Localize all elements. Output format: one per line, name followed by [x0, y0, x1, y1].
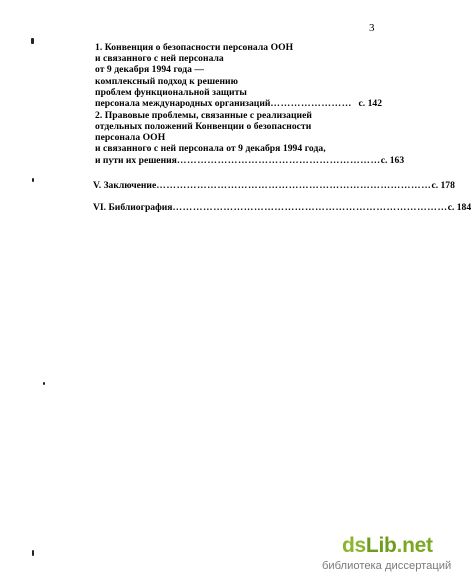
toc-bibliography-page: с. 184	[447, 202, 471, 213]
toc-item1-line4: комплексный подход к решению	[95, 76, 238, 87]
toc-item2-line3: персонала ООН	[95, 132, 166, 143]
toc-item1-page: с. 142	[358, 98, 382, 109]
toc-conclusion-label: V. Заключение	[93, 180, 157, 191]
logo-part-ds: ds	[342, 534, 366, 557]
toc-conclusion-entry	[93, 180, 455, 191]
toc-item1-line5: проблем функциональной защиты	[95, 87, 247, 98]
scan-mark	[32, 178, 34, 182]
toc-item2-page: с. 163	[380, 155, 405, 166]
toc-bibliography-entry	[93, 202, 471, 213]
toc-item2-last-line: и пути их решения	[95, 155, 177, 166]
logo-part-dot: .	[396, 534, 403, 557]
toc-bibliography-leader: ………………………………………………………………………	[172, 202, 448, 213]
toc-conclusion-page: с. 178	[431, 180, 455, 191]
toc-item2-line2: отдельных положений Конвенции о безопасности	[95, 121, 312, 132]
toc-item2-line1: 2. Правовые проблемы, связанные с реализацией	[95, 110, 313, 121]
logo-part-net: net	[402, 534, 433, 557]
toc-item2-entry	[95, 155, 405, 166]
dslib-watermark	[322, 534, 452, 576]
toc-item1-leader: ……………………	[270, 98, 352, 109]
toc-item2-line4: и связанного с ней персонала от 9 декабря 1994 года,	[95, 143, 326, 154]
scan-mark	[32, 550, 34, 556]
toc-item1-line3: от 9 декабря 1994 года —	[95, 64, 205, 75]
toc-bibliography-label: VI. Библиография	[93, 202, 173, 213]
dslib-logo	[342, 534, 433, 558]
toc-item1-line2: и связанного с ней персонала	[95, 53, 224, 64]
toc-item2-leader: ……………………………………………………	[176, 155, 381, 166]
toc-item1-line1: 1. Конвенция о безопасности персонала ООН	[95, 42, 294, 53]
toc-conclusion-leader: ………………………………………………………………………	[156, 180, 432, 191]
scan-mark	[43, 382, 45, 385]
page-number: 3	[369, 22, 375, 34]
scan-mark	[31, 38, 34, 44]
watermark-subtitle: библиотека диссертаций	[322, 560, 452, 572]
toc-item1-entry	[95, 98, 382, 109]
logo-part-lib: Lib	[365, 534, 397, 557]
toc-item1-last-line: персонала международных организаций	[95, 98, 271, 109]
